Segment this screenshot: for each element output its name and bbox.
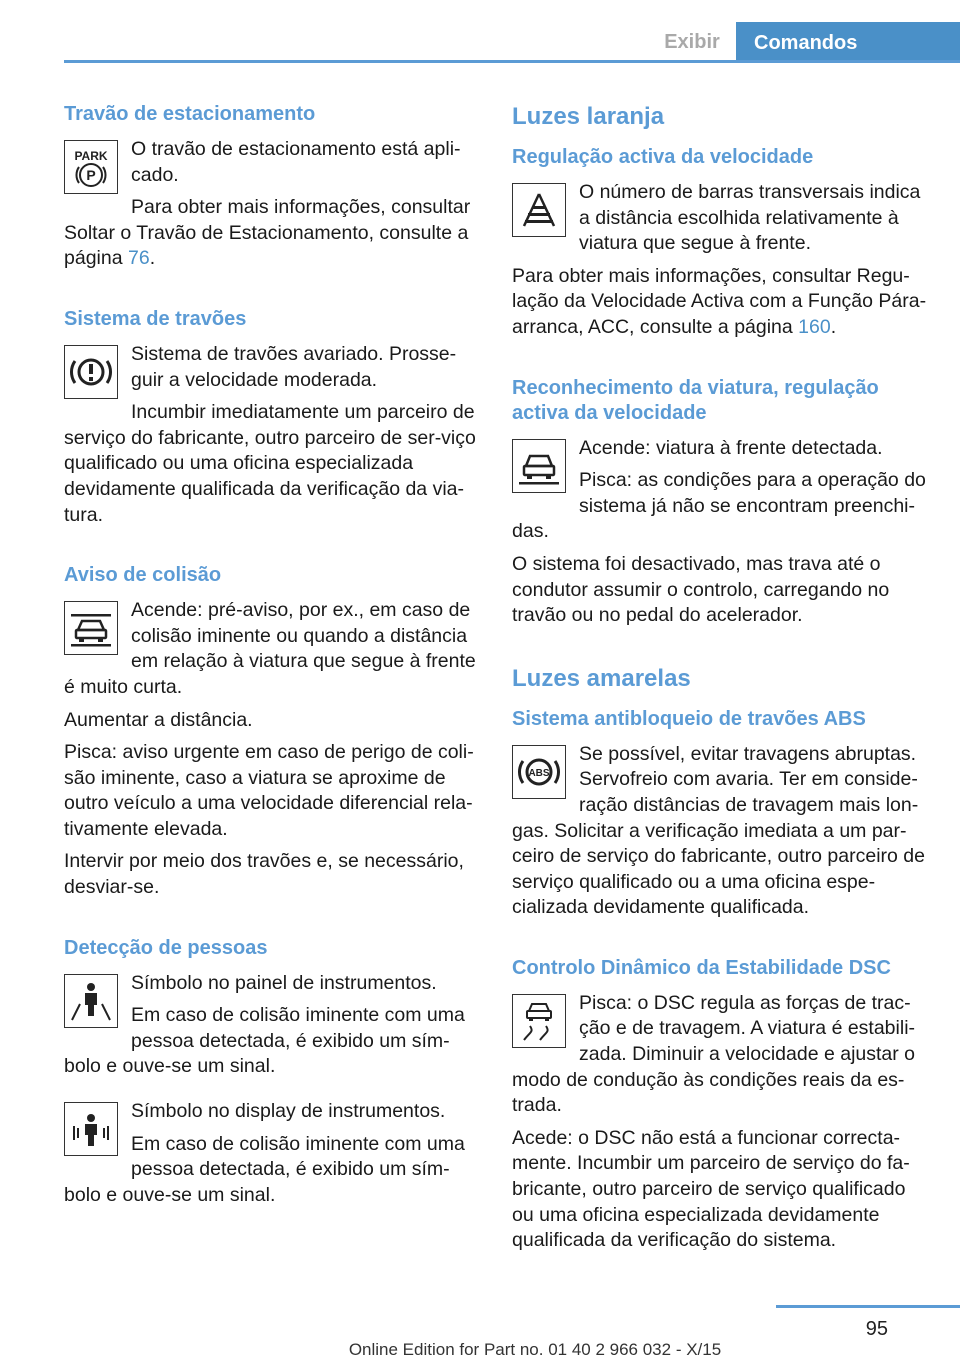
person-signal-icon <box>64 1102 118 1156</box>
parking-text-1: O travão de estacionamento está apli-cado. <box>131 138 461 186</box>
section-abs <box>512 707 930 928</box>
collision-text-1: Acende: pré-aviso, por ex., em caso de colisão iminente ou quando a distância em relação à viatura que segue à frente é muito curta. <box>64 599 476 698</box>
heading-orange-lights: Luzes laranja <box>512 103 665 130</box>
tab-exibir[interactable]: Exibir <box>664 31 720 53</box>
page-link-160[interactable]: 160 <box>798 315 831 338</box>
heading-vehicle-recognition: Reconhecimento da viatura, regulação activa da velocidade <box>512 376 879 424</box>
footer-edition-text: Online Edition for Part no. 01 40 2 966 032 - X/15 <box>348 1340 722 1359</box>
tab-comandos[interactable]: Comandos <box>736 22 960 63</box>
park-icon <box>64 140 118 194</box>
car-collision-icon <box>64 601 118 655</box>
brake-text-1: Sistema de travões avariado. Prosse-guir a velocidade moderada. <box>131 342 457 391</box>
collision-text-4: Intervir por meio dos travões e, se necessário, desviar-se. <box>64 850 464 899</box>
vehicle-text-1: Acende: viatura à frente detectada. <box>579 436 883 459</box>
vehicle-text-3: O sistema foi desactivado, mas trava até o condutor assumir o controlo, carregando no travão ou no pedal do acelerador. <box>512 552 890 627</box>
dsc-text-1: Pisca: o DSC regula as forças de trac-ção e de travagem. A viatura é estabili-zada. Diminuir a velocidade e ajustar o modo de condução às condições reais da es-trada. <box>512 991 916 1117</box>
heading-dsc: Controlo Dinâmico da Estabilidade DSC <box>512 956 891 979</box>
svg-text:P: P <box>86 167 96 183</box>
section-brake-system <box>64 307 480 535</box>
acc-ref-end: . <box>830 315 837 338</box>
collision-text-3: Pisca: aviso urgente em caso de perigo de coli-são iminente, caso a viatura se aproxime de outro veículo a uma velocidade diferencial rela-tivamente elevada. <box>64 741 474 840</box>
svg-text:PARK: PARK <box>74 149 108 163</box>
person-text-b1: Símbolo no display de instrumentos. <box>131 1100 446 1123</box>
heading-person-detection: Detecção de pessoas <box>64 936 268 959</box>
heading-acc: Regulação activa da velocidade <box>512 146 814 168</box>
collision-text-2: Aumentar a distância. <box>64 708 253 731</box>
person-text-b2: Em caso de colisão iminente com uma pessoa detectada, é exibido um sím-bolo e ouve-se um sinal. <box>64 1132 465 1206</box>
abs-text-1: Se possível, evitar travagens abruptas. Servofreio com avaria. Ter em conside-ração distâncias de travagem mais lon-gas. Solicitar a verificação imediata a um par-ceiro de serviço do fabricante, outro parceiro de serviço qualificado ou a uma oficina espe-cializada devidamente qualificada. <box>512 742 925 919</box>
section-parking-brake <box>64 102 480 279</box>
left-column <box>64 102 480 1243</box>
person-warning-icon <box>64 974 118 1028</box>
section-vehicle-recognition <box>512 376 930 636</box>
acc-text-2 <box>512 264 930 341</box>
acc-distance-icon <box>512 183 566 237</box>
section-dsc <box>512 956 930 1261</box>
section-acc <box>512 145 930 348</box>
heading-parking-brake: Travão de estacionamento <box>64 103 316 125</box>
parking-ref-end: . <box>149 247 156 270</box>
abs-icon <box>512 745 566 799</box>
person-text-a2: Em caso de colisão iminente com uma pessoa detectada, é exibido um sím-bolo e ouve-se um sinal. <box>64 1004 465 1078</box>
parking-text-2 <box>64 195 480 272</box>
acc-text-1: O número de barras transversais indica a distância escolhida relativamente à viatura que segue à frente. <box>579 181 921 255</box>
acc-ref-text: Para obter mais informações, consultar Regu-lação da Velocidade Activa com a Função Pára-arranca, ACC, consulte a página <box>512 264 927 338</box>
heading-collision-warning: Aviso de colisão <box>64 564 222 587</box>
parking-ref-text: Para obter mais informações, consultar Soltar o Travão de Estacionamento, consulte a página <box>64 196 471 270</box>
heading-yellow-lights: Luzes amarelas <box>512 664 691 692</box>
section-collision-warning <box>64 563 480 908</box>
heading-brake-system: Sistema de travões <box>64 307 247 330</box>
vehicle-text-2: Pisca: as condições para a operação do sistema já não se encontram preenchi-das. <box>512 469 926 543</box>
heading-abs: Sistema antibloqueio de travões ABS <box>512 707 866 730</box>
right-column <box>512 102 930 1289</box>
footer-edition <box>0 1340 960 1360</box>
car-ahead-icon <box>512 439 566 493</box>
page-link-76[interactable]: 76 <box>127 247 150 270</box>
svg-text:ABS: ABS <box>528 767 550 779</box>
brake-text-2: Incumbir imediatamente um parceiro de serviço do fabricante, outro parceiro de ser-viço qualificado ou uma oficina especializada devidamente qualificada da verificação da via-tura. <box>64 401 476 526</box>
page-number: 95 <box>865 1318 888 1340</box>
dsc-icon <box>512 994 566 1048</box>
brake-warning-icon <box>64 345 118 399</box>
header-rule <box>64 60 960 63</box>
section-person-detection <box>64 936 480 1216</box>
footer-rule <box>776 1305 960 1308</box>
dsc-text-2: Acede: o DSC não está a funcionar correcta-mente. Incumbir um parceiro de serviço do fa-bricante, outro parceiro de serviço qualificado ou uma oficina especializada devidamente qualificada da verificação do sistema. <box>512 1126 910 1252</box>
person-text-a1: Símbolo no painel de instrumentos. <box>131 971 437 994</box>
